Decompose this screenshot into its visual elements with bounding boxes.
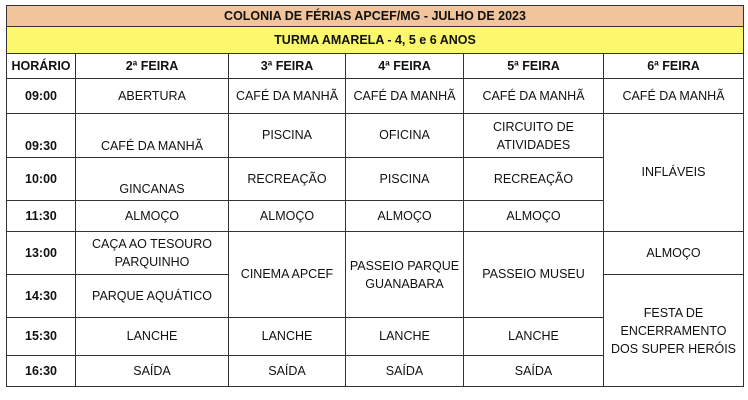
activity-cell [604, 275, 744, 387]
time-cell: 15:30 [7, 318, 76, 356]
activity-cell: PISCINA [346, 158, 464, 201]
activity-cell: CAFÉ DA MANHÃ [346, 79, 464, 114]
activity-cell: OFICINA [346, 114, 464, 158]
activity-cell: ABERTURA [76, 79, 229, 114]
activity-line: GUANABARA [365, 276, 444, 291]
activity-cell [346, 232, 464, 318]
activity-cell: CINEMA APCEF [229, 232, 346, 318]
activity-line: FESTA DE [643, 305, 704, 320]
activity-cell: RECREAÇÃO [464, 158, 604, 201]
schedule-table [6, 5, 744, 387]
time-cell: 13:00 [7, 232, 76, 275]
activity-cell: PARQUE AQUÁTICO [76, 275, 229, 318]
activity-cell: LANCHE [229, 318, 346, 356]
time-cell: 10:00 [7, 158, 76, 201]
activity-cell: INFLÁVEIS [604, 114, 744, 232]
activity-cell: CAFÉ DA MANHÃ [464, 79, 604, 114]
activity-cell: CAFÉ DA MANHÃ [76, 114, 229, 158]
time-cell: 09:30 [7, 114, 76, 158]
header-friday: 6ª FEIRA [604, 54, 744, 79]
activity-cell: CAFÉ DA MANHÃ [604, 79, 744, 114]
activity-cell: LANCHE [464, 318, 604, 356]
activity-cell: PISCINA [229, 114, 346, 158]
activity-cell: ALMOÇO [229, 201, 346, 232]
activity-cell [464, 114, 604, 158]
activity-line: CAÇA AO TESOURO [92, 237, 212, 251]
activity-line: ATIVIDADES [496, 137, 571, 152]
activity-cell: CAFÉ DA MANHÃ [229, 79, 346, 114]
time-cell: 09:00 [7, 79, 76, 114]
class-subtitle: TURMA AMARELA - 4, 5 e 6 ANOS [7, 27, 744, 54]
activity-line: PASSEIO PARQUE [349, 258, 460, 273]
activity-cell: LANCHE [346, 318, 464, 356]
time-cell: 14:30 [7, 275, 76, 318]
activity-cell: LANCHE [76, 318, 229, 356]
activity-cell: SAÍDA [346, 356, 464, 387]
activity-cell: ALMOÇO [464, 201, 604, 232]
header-tuesday: 3ª FEIRA [229, 54, 346, 79]
activity-cell: SAÍDA [76, 356, 229, 387]
activity-cell: ALMOÇO [76, 201, 229, 232]
header-wednesday: 4ª FEIRA [346, 54, 464, 79]
header-thursday: 5ª FEIRA [464, 54, 604, 79]
activity-line: ENCERRAMENTO [620, 323, 727, 338]
activity-cell: ALMOÇO [346, 201, 464, 232]
activity-cell: ALMOÇO [604, 232, 744, 275]
time-cell: 16:30 [7, 356, 76, 387]
activity-cell: SAÍDA [464, 356, 604, 387]
activity-line: CIRCUITO DE [492, 119, 575, 134]
activity-cell: PASSEIO MUSEU [464, 232, 604, 318]
activity-line: PARQUINHO [114, 255, 190, 269]
activity-cell [76, 232, 229, 275]
activity-line: DOS SUPER HERÓIS [610, 341, 737, 356]
time-cell: 11:30 [7, 201, 76, 232]
activity-cell: SAÍDA [229, 356, 346, 387]
header-time: HORÁRIO [7, 54, 76, 79]
activity-cell: GINCANAS [76, 158, 229, 201]
header-monday: 2ª FEIRA [76, 54, 229, 79]
activity-cell: RECREAÇÃO [229, 158, 346, 201]
schedule-title: COLONIA DE FÉRIAS APCEF/MG - JULHO DE 2023 [7, 6, 744, 27]
